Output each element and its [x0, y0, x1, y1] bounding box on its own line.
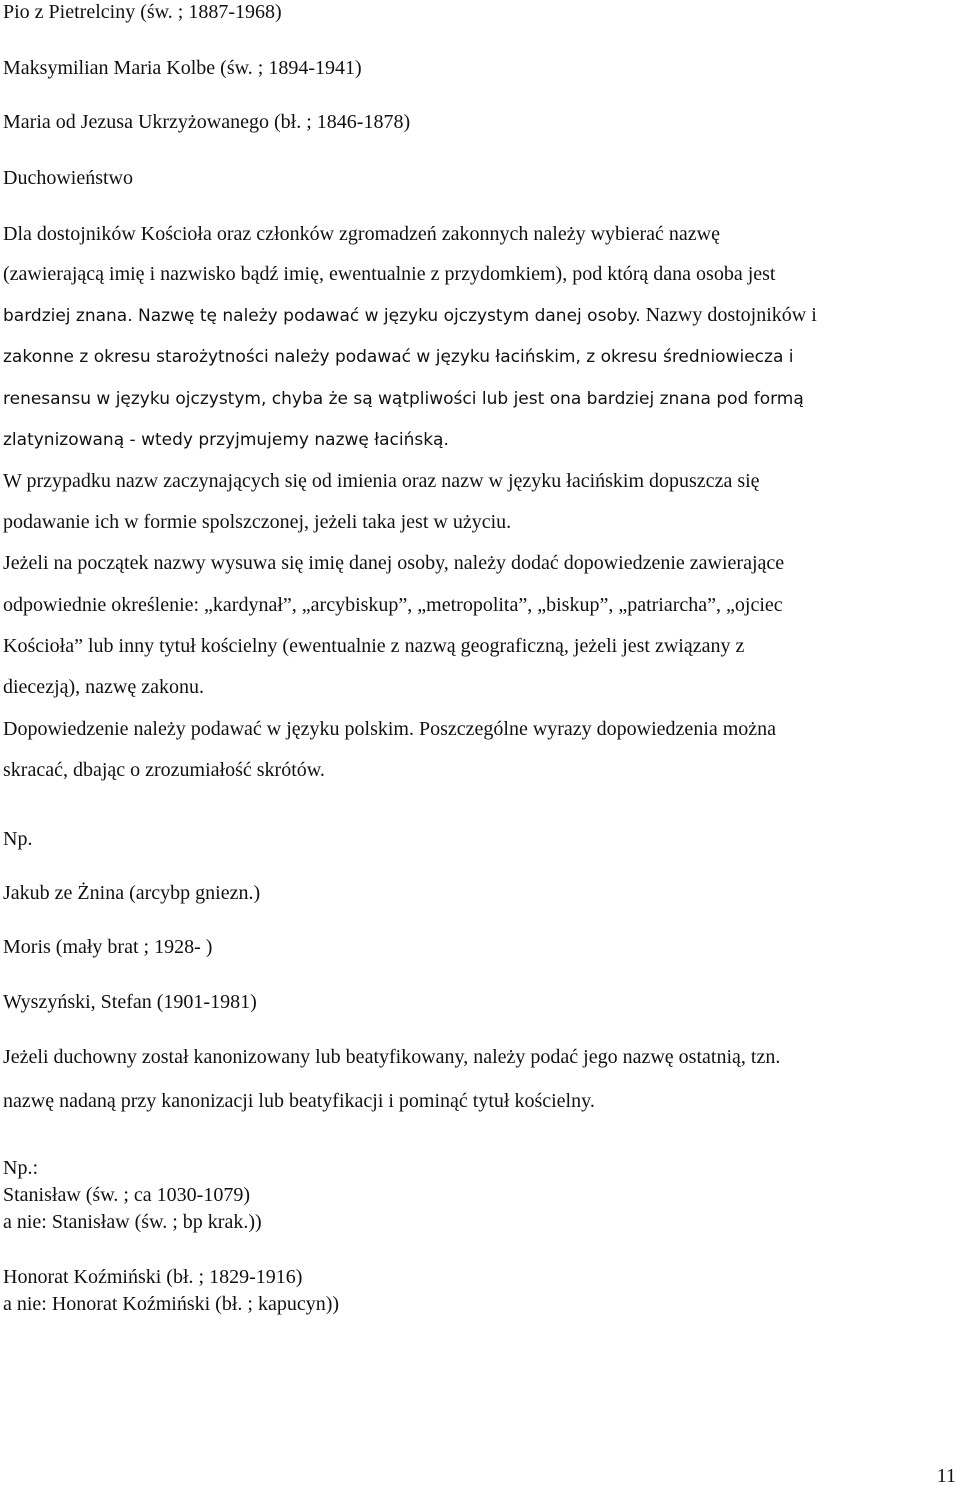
- saint-entry: Maksymilian Maria Kolbe (św. ; 1894-1941): [3, 57, 362, 79]
- paragraph-line: [3, 303, 817, 328]
- saint-entry: Maria od Jezusa Ukrzyżowanego (bł. ; 1846-1878): [3, 111, 411, 133]
- section-heading: Duchowieństwo: [3, 167, 133, 189]
- paragraph-line: zakonne z okresu starożytności należy podawać w języku łacińskim, z okresu średniowiecza i: [3, 347, 794, 367]
- example-label: Np.:: [3, 1157, 38, 1179]
- paragraph-line: Dla dostojników Kościoła oraz członków zgromadzeń zakonnych należy wybierać nazwę: [3, 223, 720, 245]
- example-item: Wyszyński, Stefan (1901-1981): [3, 991, 257, 1013]
- paragraph-text-sans: bardziej znana. Nazwę tę należy podawać w języku ojczystym danej osoby.: [3, 306, 641, 326]
- paragraph-line: nazwę nadaną przy kanonizacji lub beatyfikacji i pominąć tytuł kościelny.: [3, 1090, 595, 1112]
- paragraph-line: Kościoła” lub inny tytuł kościelny (ewentualnie z nazwą geograficzną, jeżeli jest związany z: [3, 635, 745, 657]
- paragraph-line: renesansu w języku ojczystym, chyba że są wątpliwości lub jest ona bardziej znana pod formą: [3, 389, 804, 409]
- example-item: Stanisław (św. ; ca 1030-1079): [3, 1184, 250, 1206]
- example-item: Moris (mały brat ; 1928- ): [3, 936, 213, 958]
- paragraph-line: skracać, dbając o zrozumiałość skrótów.: [3, 759, 325, 781]
- example-label: Np.: [3, 828, 33, 850]
- paragraph-line: diecezją), nazwę zakonu.: [3, 676, 204, 698]
- paragraph-line: zlatynizowaną - wtedy przyjmujemy nazwę łacińską.: [3, 430, 449, 450]
- paragraph-line: W przypadku nazw zaczynających się od imienia oraz nazw w języku łacińskim dopuszcza się: [3, 470, 760, 492]
- example-item: Honorat Koźmiński (bł. ; 1829-1916): [3, 1266, 303, 1288]
- paragraph-line: Jeżeli duchowny został kanonizowany lub beatyfikowany, należy podać jego nazwę ostatnią, tzn.: [3, 1046, 781, 1068]
- example-item: Jakub ze Żnina (arcybp gniezn.): [3, 882, 261, 904]
- paragraph-line: (zawierającą imię i nazwisko bądź imię, ewentualnie z przydomkiem), pod którą dana osoba jest: [3, 263, 776, 285]
- example-item: a nie: Stanisław (św. ; bp krak.)): [3, 1211, 262, 1233]
- paragraph-line: odpowiednie określenie: „kardynał”, „arcybiskup”, „metropolita”, „biskup”, „patriarcha”, „ojciec: [3, 594, 783, 616]
- paragraph-line: Jeżeli na początek nazwy wysuwa się imię danej osoby, należy dodać dopowiedzenie zawierające: [3, 552, 785, 574]
- saint-entry: Pio z Pietrelciny (św. ; 1887-1968): [3, 1, 282, 23]
- example-item: a nie: Honorat Koźmiński (bł. ; kapucyn)): [3, 1293, 340, 1315]
- paragraph-line: podawanie ich w formie spolszczonej, jeżeli taka jest w użyciu.: [3, 511, 512, 533]
- page-number: 11: [936, 1465, 956, 1487]
- paragraph-text: Nazwy dostojników i: [645, 304, 817, 326]
- paragraph-line: Dopowiedzenie należy podawać w języku polskim. Poszczególne wyrazy dopowiedzenia można: [3, 718, 777, 740]
